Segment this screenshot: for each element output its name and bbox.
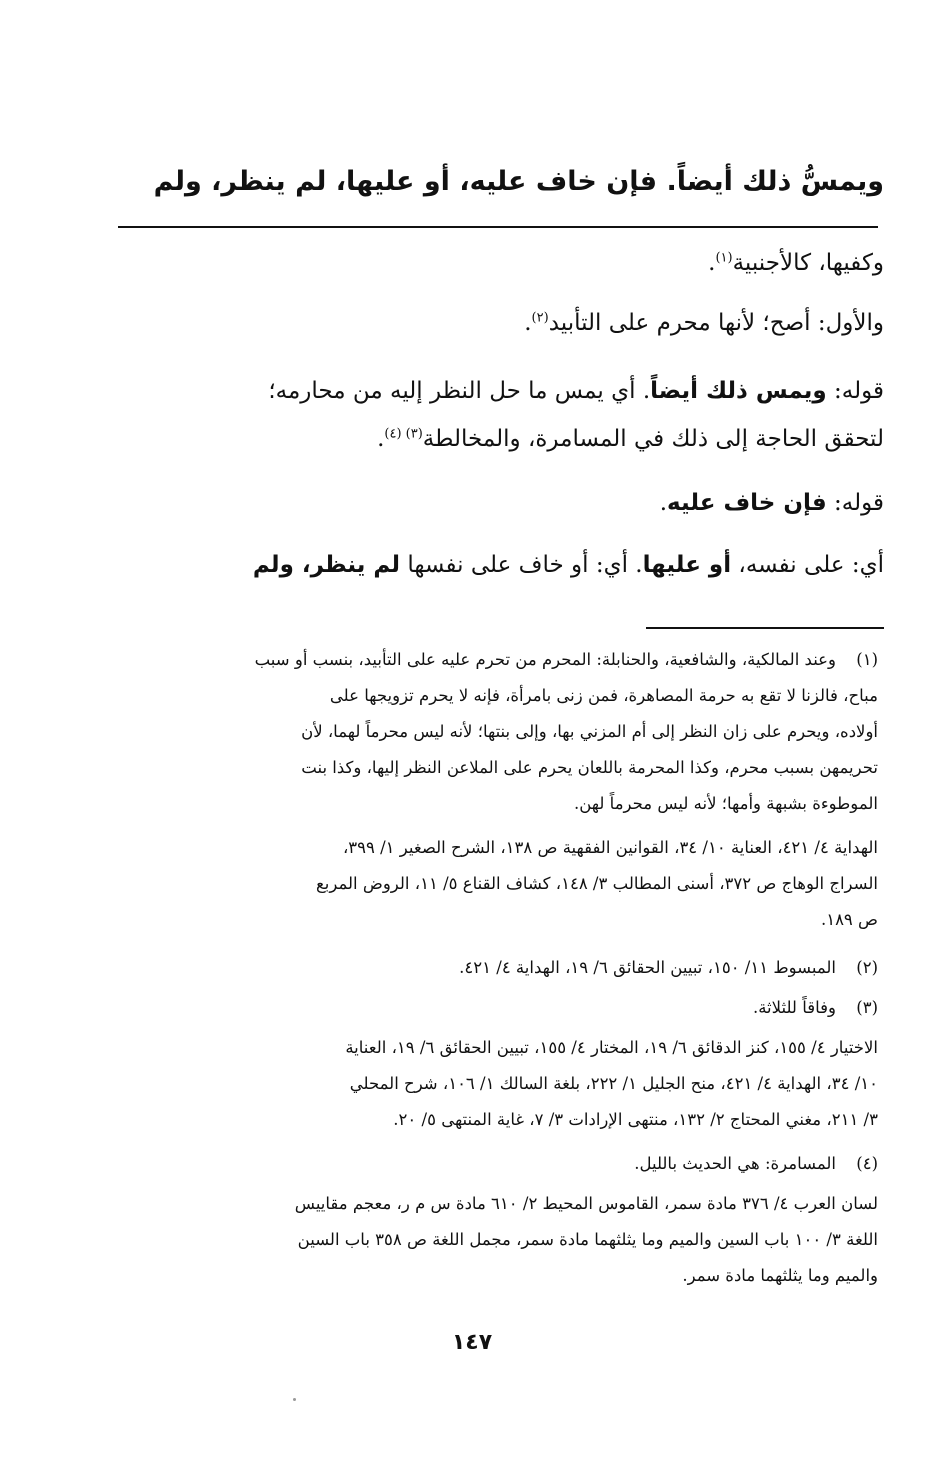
footnote-line: تحريمهن بسبب محرم، وكذا المحرمة باللعان يحرم على الملاعن النظر إليها، وكذا بنت [301, 758, 878, 777]
footnote-line: وفاقاً للثلاثة. [752, 998, 836, 1017]
commentary-line-3: قوله: ويمس ذلك أيضاً. أي يمس ما حل النظر إليه من محارمه؛ [268, 378, 884, 404]
footnote-line: السراج الوهاج ص ٣٧٢، أسنى المطالب ٣/ ١٤٨، كشاف القناع ٥/ ١١، الروض المربع [316, 874, 878, 893]
footnote-line: ص ١٨٩. [820, 910, 878, 929]
footnote-number: (٢) [856, 958, 878, 977]
footnote-line: وعند المالكية، والشافعية، والحنابلة: المحرم من تحرم عليه على التأبيد، بنسب أو سبب [254, 650, 836, 669]
matn-divider [118, 226, 878, 228]
footnote-line: ١٠/ ٣٤، الهداية ٤/ ٤٢١، منح الجليل ١/ ٢٢٢، بلغة السالك ١/ ١٠٦، شرح المحلي [349, 1074, 878, 1093]
footnote-line: الهداية ٤/ ٤٢١، العناية ١٠/ ٣٤، القوانين الفقهية ص ١٣٨، الشرح الصغير ١/ ٣٩٩، [342, 838, 878, 857]
footnote-ref[interactable]: (١) [715, 250, 733, 266]
commentary-line-4: لتحقق الحاجة إلى ذلك في المسامرة، والمخالطة$^{(٣) (٤)}$. [377, 426, 884, 452]
commentary-line-6: أي: على نفسه، أو عليها. أي: أو خاف على نفسها لم ينظر، ولم [252, 552, 884, 578]
footnote-divider [646, 627, 884, 629]
footnote-line: اللغة ٣/ ١٠٠ باب السين والميم وما يثلثهما مادة سمر، مجمل اللغة ص ٣٥٨ باب السين [297, 1230, 878, 1249]
footnote-ref[interactable]: (٢) [531, 310, 549, 326]
matn-header: ويمسُّ ذلك أيضاً. فإن خاف عليه، أو عليها، لم ينظر، ولم [153, 166, 884, 197]
footnote-line: مباح، فالزنا لا تقع به حرمة المصاهرة، فمن زنى بامرأة، فإنه لا يحرم تزويجها على [329, 686, 878, 705]
commentary-line-1: وكفيها، كالأجنبية$^{(١)}$. [708, 250, 884, 276]
footnote-line: لسان العرب ٤/ ٣٧٦ مادة سمر، القاموس المحيط ٢/ ٦١٠ مادة س م ر، معجم مقاييس [294, 1194, 878, 1213]
footnote-line: أولاده، ويحرم على زان النظر إلى أم المزني بها، وإلى بنتها؛ لأنه ليس محرماً لهما، لأن [301, 722, 878, 741]
footnote-number: (٤) [856, 1154, 878, 1173]
footnote-number: (٣) [856, 998, 878, 1017]
footnote-line: ٣/ ٢١١، مغني المحتاج ٢/ ١٣٢، منتهى الإرادات ٣/ ٧، غاية المنتهى ٥/ ٢٠. [393, 1110, 878, 1129]
footnote-line: المسامرة: هي الحديث بالليل. [634, 1154, 836, 1173]
footnote-line: والميم وما يثلثهما مادة سمر. [682, 1266, 878, 1285]
footnote-line: الاختيار ٤/ ١٥٥، كنز الدقائق ٦/ ١٩، المختار ٤/ ١٥٥، تبيين الحقائق ٦/ ١٩، العناية [345, 1038, 878, 1057]
commentary-line-5: قوله: فإن خاف عليه. [659, 490, 884, 516]
footnote-line: المبسوط ١١/ ١٥٠، تبيين الحقائق ٦/ ١٩، الهداية ٤/ ٤٢١. [459, 958, 836, 977]
footnote-line: الموطوءة بشبهة وأمها؛ لأنه ليس محرماً لهن. [573, 794, 878, 813]
footnote-number: (١) [856, 650, 878, 669]
commentary-line-2: والأول: أصح؛ لأنها محرم على التأبيد$^{(٢)}$. [524, 310, 884, 336]
scan-speck [293, 1398, 296, 1401]
footnote-ref[interactable]: (٣) (٤) [384, 426, 423, 442]
page-number: ١٤٧ [451, 1330, 493, 1355]
